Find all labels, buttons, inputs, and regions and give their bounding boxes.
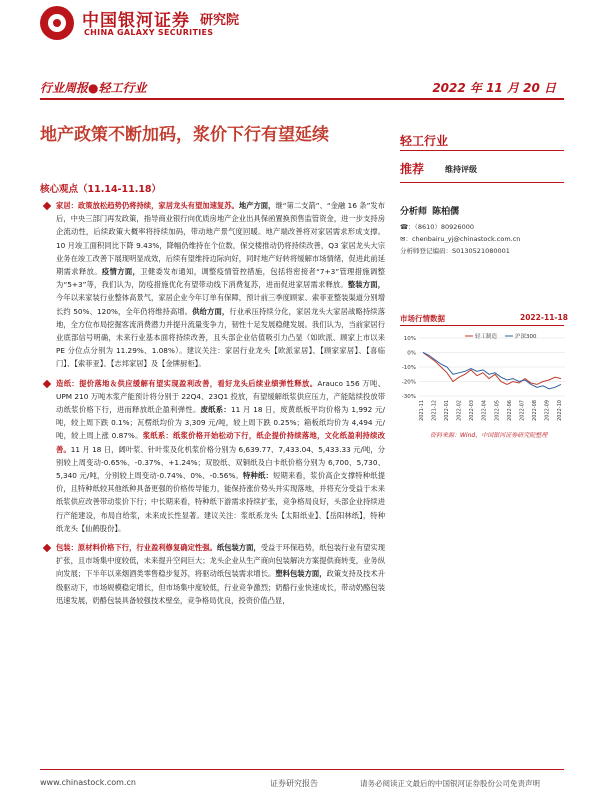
footer-divider: [40, 769, 564, 770]
analyst-label: 分析师: [400, 207, 428, 217]
chart-x-tick: 2022-10: [557, 400, 563, 421]
chart-x-tick: 2021-11: [419, 400, 425, 421]
body-text-run: 11 月 18 日，废黄纸板平均价格为 1,992 元/吨，较上周下跌 0.1%；瓦楞纸均价为 3,309 元/吨，较上周下跌 0.25%；箱板纸均价为 4,494 元/吨，较上周上涨 0.87%。: [56, 405, 386, 441]
body-text-run: 短期来看，浆价高企支撑特种纸提价，且特种纸较其他纸种具备更强的价格传导能力，能保持涨价势头并实现落地，并将充分受益于未来纸浆供应改善带动浆价下行；中长期来看，特种纸下游需求持续扩张，竞争格局良好，头部企业持续进行产能建设，布局自给浆，未来成长性显著。建议关注：浆纸系龙头【太阳纸业】、【岳阳林纸】，特种纸龙头【仙鹤股份】。: [56, 471, 386, 533]
chart-x-tick: 2022-05: [494, 400, 501, 421]
body-text-run: Arauco 156 万吨、UPM 210 万吨木浆产能预计将分别于 22Q4、23Q1 投放，有望缓解纸浆供应压力，产能陆续投放带动纸浆价格下行，进而释放纸企盈利弹性。: [56, 378, 385, 415]
footer-disclaimer: 请务必阅读正文最后的中国银河证券股份公司免责声明: [360, 779, 540, 788]
brand-institute: 研究院: [200, 13, 240, 28]
rating-status: 维持评级: [445, 165, 477, 174]
report-title: 地产政策不断加码，浆价下行有望延续: [40, 125, 329, 145]
analyst-cert: 分析师登记编码：S0130521080001: [400, 247, 510, 255]
chart-y-tick: -10%: [401, 365, 416, 371]
analyst-name-value: 陈柏儒: [432, 207, 460, 217]
core-view-heading: 核心观点（11.14-11.18）: [40, 184, 162, 195]
footer-doc-type: 证券研究报告: [270, 779, 318, 788]
chart-x-tick: 2022-08: [531, 400, 538, 421]
report-titlebar: [40, 76, 564, 98]
section-home-furnishing: [40, 199, 385, 371]
sidebar-divider: [400, 150, 564, 151]
chart-source: 资料来源：Wind，中国银河证券研究院整理: [430, 432, 548, 439]
galaxy-logo-icon: [40, 6, 74, 40]
chart-x-tick: 2022-07: [519, 400, 526, 421]
market-divider: [400, 325, 564, 326]
body-text-run: 特种纸：: [243, 471, 273, 481]
body-text-run: 包装：原材料价格下行，行业盈利修复确定性强。: [56, 543, 217, 553]
analyst-email[interactable]: ✉：chenbairu_yj@chinastock.com.cn: [400, 235, 521, 243]
body-text-run: 政策支持及技术升级驱动下，市场规模稳定增长，但市场集中度较低，行业竞争激烈；奶酪行业快速成长，带动奶酪包装迅速发展，奶酪包装具备较强技术壁垒，竞争格局优良，投资价值凸显，: [56, 569, 386, 605]
chart-x-tick: 2021-12: [431, 400, 438, 421]
chart-x-tick: 2022-04: [481, 400, 488, 421]
chart-x-tick: 2022-01: [444, 400, 451, 421]
body-text-run: 地产方面，: [238, 201, 276, 210]
body-text-run: 浆纸系：纸浆价格开始松动下行，纸企提价持续落地，文化纸盈利持续改善。: [56, 431, 386, 454]
body-text-run: 疫情方面，: [101, 267, 141, 277]
body-text-run: 受益于环保趋势，纸包装行业有望实现扩张，且市场集中度较低，未来提升空间巨大；龙头企业从生产商向包装解决方案提供商转变，业务纵向发展；下半年以来烟酒类零售稳步复苏，将驱动纸包装需求增长。: [56, 543, 386, 579]
body-text-run: 行业承压持续分化，家居龙头大家居战略持续落地，全方位布局挖掘客流消费潜力并提升流量变争力，韧性十足发展稳健发展。我们认为，当前家居行业底部信号明确，未来行业基本面将持续改善，且头部企业估值吸引力凸显（如欧派、顾家上市以来 PE 分位点分别为 11.29%、1.08%）。建议关注：家居行业龙头【欧派家居】、【顾家家居】、【喜临门】、【索菲亚】、【志邦家居】及【金牌厨柜】。: [56, 306, 386, 369]
report-type: 行业周报●轻工行业: [40, 81, 147, 95]
section-paper: [40, 377, 385, 535]
market-performance-chart: [395, 330, 570, 430]
rating-recommend: 推荐: [400, 162, 425, 176]
body-text-run: 卫健委发布通知，调整疫情管控措施，包括将密接者“7+3”管理措施调整为“5+3”等，我们认为，防疫措施优化有望带动线下消费复苏，进而促进家居需求释放。: [56, 267, 386, 290]
body-text-run: 今年以来家装行业整体高景气，家居企业今年订单有保障，预计前三季度顾家、索菲亚整装渠道分别增长约 50%、120%，全年仍将维持高增。: [56, 293, 385, 316]
body-text-run: 造纸：提价落地＆供应缓解有望实现盈利改善，看好龙头后续业绩弹性释放。: [56, 378, 318, 388]
section-packaging: [40, 541, 385, 607]
body-text-run: 供给方面，: [192, 306, 230, 316]
chart-y-tick: -30%: [401, 394, 416, 400]
footer-website[interactable]: www.chinastock.com.cn: [40, 778, 136, 787]
chart-y-tick: 0%: [407, 350, 416, 357]
body-text-run: 11 月 18 日，阔叶浆、针叶浆及化机浆价格分别为 6,639.77、7,433.04、5,433.33 元/吨，分别较上周变动-0.65%、-0.37%、+1.24%；双胶纸、双铜纸及白卡纸价格分别为 6,700、5,730、5,340 元/吨，分别较上周变动-0.74%、0%、-0.56%。: [56, 444, 386, 481]
body-text-run: 继“第二支箭”、“金融 16 条”发布后，中央三部门再发政策，指导商业银行向优质房地产企业出具保函置换预售监管资金，进一步支持房企流动性，后续政策大概率将持续加码，带动地产景气度回暖。地产端改善将对家居需求形成支撑。10 月竣工面积同比下降 9.43%，降幅仍维持在个位数，保交楼推动仍将持续改善，Q3 家居龙头大宗业务在竣工改善下展现明显成效，后续有望维持边际向好，同时地产好转将缓解市场情绪，促进此前延期需求释放。: [56, 201, 386, 277]
chart-series-line: [423, 353, 561, 385]
report-body: [40, 199, 385, 613]
body-text-run: 塑料包装方面，: [275, 569, 327, 579]
sidebar-divider: [400, 182, 564, 183]
body-text-run: 家居：政策放松趋势仍将持续，家居龙头有望加速复苏。: [56, 201, 239, 210]
analyst-phone: ☎：（8610）80926000: [400, 223, 474, 231]
brand-name-en: CHINA GALAXY SECURITIES: [84, 28, 214, 37]
brand-name-cn: 中国银河证券: [82, 11, 190, 31]
report-date: 2022 年 11 月 20 日: [432, 81, 556, 95]
body-text-run: 纸包装方面，: [216, 543, 261, 553]
chart-x-tick: 2022-06: [506, 400, 513, 421]
body-text-run: 整装方面，: [347, 280, 385, 290]
body-text-run: 废纸系：: [200, 405, 232, 415]
sector-name: 轻工行业: [400, 134, 449, 148]
market-data-title: 市场行情数据: [400, 314, 445, 323]
chart-x-tick: 2022-09: [544, 400, 551, 421]
report-header: [0, 0, 600, 48]
titlebar-divider: [40, 98, 564, 100]
analyst-name: [400, 204, 459, 217]
chart-x-tick: 2022-03: [469, 400, 476, 421]
chart-x-tick: 2022-02: [456, 400, 463, 421]
market-data-date: 2022-11-18: [520, 313, 568, 322]
chart-y-tick: -20%: [401, 379, 416, 386]
chart-y-tick: 10%: [403, 336, 416, 342]
chart-legend-label: 轻工制造: [475, 334, 498, 340]
chart-legend-label: 沪深300: [515, 334, 537, 340]
